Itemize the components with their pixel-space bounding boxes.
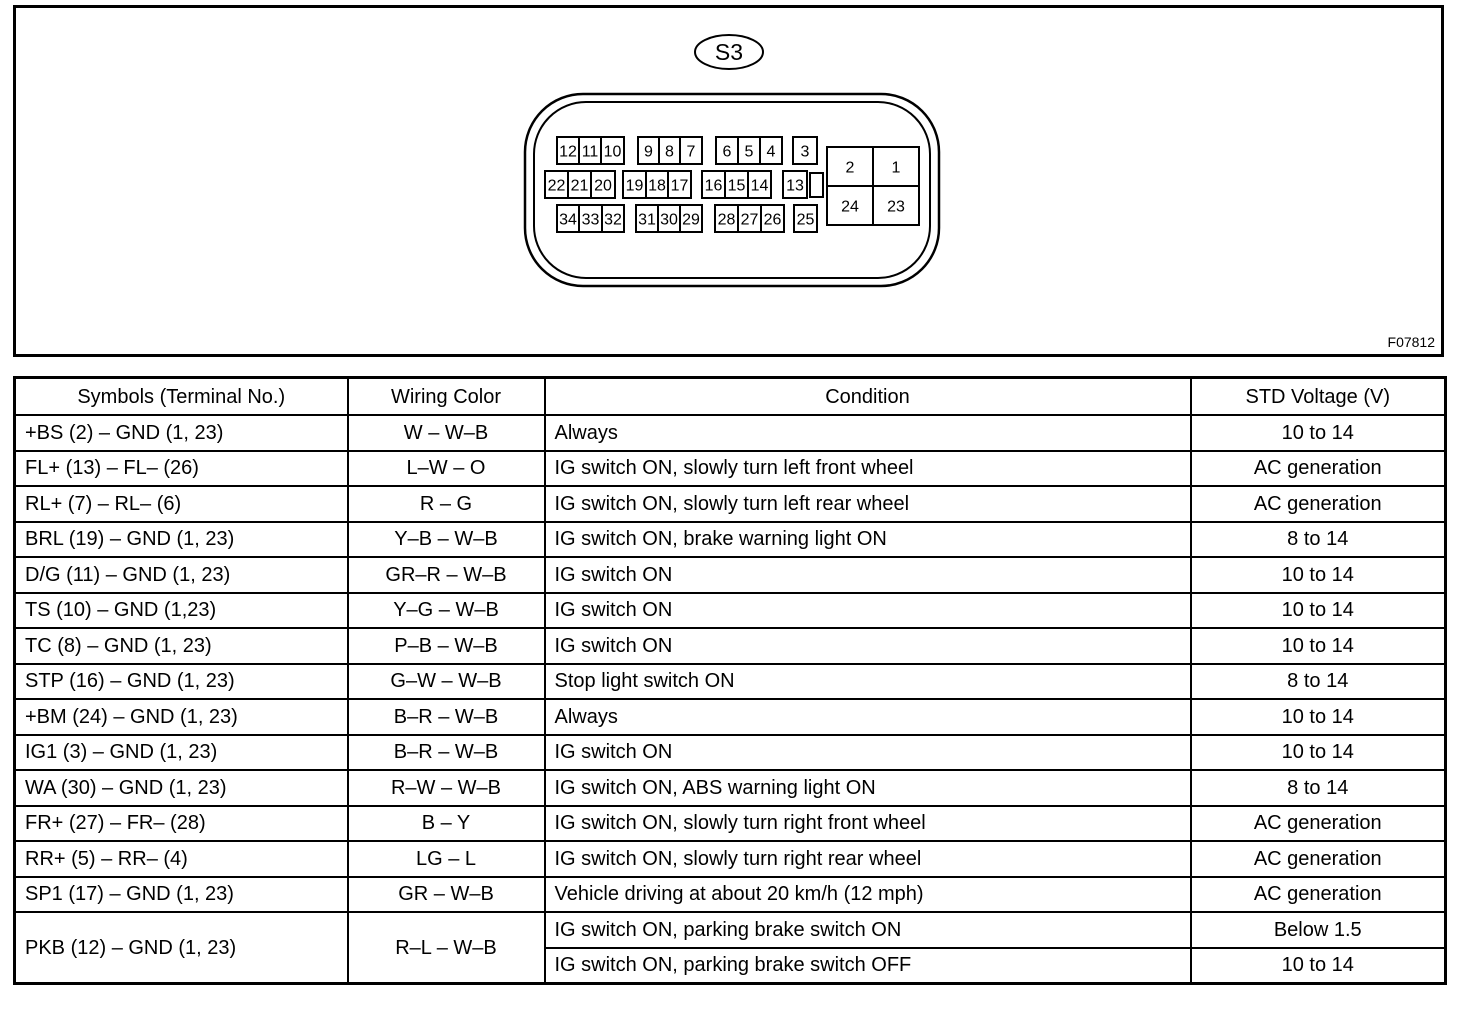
wiring-cell: B–R – W–B bbox=[348, 699, 545, 735]
condition-cell: IG switch ON, slowly turn left rear wheel bbox=[545, 486, 1191, 522]
terminal-number: 33 bbox=[581, 211, 600, 229]
terminal-number: 31 bbox=[638, 211, 656, 229]
wiring-cell: Y–G – W–B bbox=[348, 593, 545, 629]
condition-cell: IG switch ON, slowly turn right front wheel bbox=[545, 806, 1191, 842]
terminal-number: 10 bbox=[603, 143, 622, 161]
wiring-cell: B – Y bbox=[348, 806, 545, 842]
terminal-number: 15 bbox=[727, 177, 746, 195]
condition-cell: IG switch ON, parking brake switch OFF bbox=[545, 948, 1191, 984]
terminal-number: 20 bbox=[594, 177, 612, 195]
terminal-number: 27 bbox=[740, 211, 759, 229]
table-row bbox=[15, 522, 1446, 558]
terminal-number: 14 bbox=[750, 177, 769, 195]
terminal-number: 2 bbox=[845, 159, 855, 177]
symbol-cell: +BM (24) – GND (1, 23) bbox=[15, 699, 348, 735]
figure-id: F07812 bbox=[1387, 334, 1435, 350]
terminal-number: 6 bbox=[722, 143, 732, 161]
terminal-spec-table bbox=[13, 376, 1447, 985]
condition-cell: Stop light switch ON bbox=[545, 664, 1191, 700]
terminal-number: 1 bbox=[891, 159, 901, 177]
symbol-cell: RL+ (7) – RL– (6) bbox=[15, 486, 348, 522]
voltage-cell: AC generation bbox=[1191, 806, 1446, 842]
terminal-number: 9 bbox=[644, 143, 653, 161]
condition-cell: IG switch ON bbox=[545, 735, 1191, 771]
condition-cell: Always bbox=[545, 415, 1191, 451]
symbol-cell: TS (10) – GND (1,23) bbox=[15, 593, 348, 629]
voltage-cell: AC generation bbox=[1191, 486, 1446, 522]
table-row bbox=[15, 806, 1446, 842]
terminal-number: 16 bbox=[704, 177, 723, 195]
terminal-number: 18 bbox=[648, 177, 666, 195]
voltage-cell: AC generation bbox=[1191, 841, 1446, 877]
terminal-group bbox=[545, 137, 919, 232]
table-row bbox=[15, 770, 1446, 806]
wiring-cell: GR – W–B bbox=[348, 877, 545, 913]
wiring-cell: G–W – W–B bbox=[348, 664, 545, 700]
wiring-cell: W – W–B bbox=[348, 415, 545, 451]
wiring-cell: LG – L bbox=[348, 841, 545, 877]
table-header-row bbox=[15, 378, 1446, 416]
symbol-cell: RR+ (5) – RR– (4) bbox=[15, 841, 348, 877]
condition-cell: Vehicle driving at about 20 km/h (12 mph) bbox=[545, 877, 1191, 913]
terminal-number: 8 bbox=[665, 143, 674, 161]
terminal-number: 11 bbox=[581, 143, 599, 161]
table-row bbox=[15, 841, 1446, 877]
wiring-cell: P–B – W–B bbox=[348, 628, 545, 664]
table-row bbox=[15, 593, 1446, 629]
table-row bbox=[15, 664, 1446, 700]
header-condition: Condition bbox=[545, 378, 1191, 416]
terminal-number: 34 bbox=[559, 211, 577, 229]
table-row bbox=[15, 557, 1446, 593]
terminal-number: 17 bbox=[670, 177, 689, 195]
terminal-number: 22 bbox=[547, 177, 566, 195]
header-symbols: Symbols (Terminal No.) bbox=[15, 378, 348, 416]
voltage-cell: 10 to 14 bbox=[1191, 415, 1446, 451]
condition-cell: Always bbox=[545, 699, 1191, 735]
terminal-number: 26 bbox=[763, 211, 782, 229]
symbol-cell: +BS (2) – GND (1, 23) bbox=[15, 415, 348, 451]
table-row bbox=[15, 628, 1446, 664]
condition-cell: IG switch ON, slowly turn right rear wheel bbox=[545, 841, 1191, 877]
voltage-cell: 10 to 14 bbox=[1191, 735, 1446, 771]
symbol-cell: TC (8) – GND (1, 23) bbox=[15, 628, 348, 664]
condition-cell: IG switch ON, brake warning light ON bbox=[545, 522, 1191, 558]
wiring-cell: R–L – W–B bbox=[348, 912, 545, 984]
terminal-number: 13 bbox=[786, 177, 804, 195]
table-row bbox=[15, 699, 1446, 735]
header-wiring-color: Wiring Color bbox=[348, 378, 545, 416]
voltage-cell: 10 to 14 bbox=[1191, 557, 1446, 593]
voltage-cell: Below 1.5 bbox=[1191, 912, 1446, 948]
voltage-cell: AC generation bbox=[1191, 877, 1446, 913]
wiring-cell: R–W – W–B bbox=[348, 770, 545, 806]
table-row bbox=[15, 486, 1446, 522]
condition-cell: IG switch ON bbox=[545, 628, 1191, 664]
terminal-number: 4 bbox=[766, 143, 776, 161]
terminal-number: 19 bbox=[625, 177, 644, 195]
symbol-cell: IG1 (3) – GND (1, 23) bbox=[15, 735, 348, 771]
wiring-cell: L–W – O bbox=[348, 451, 545, 487]
symbol-cell: BRL (19) – GND (1, 23) bbox=[15, 522, 348, 558]
condition-cell: IG switch ON, parking brake switch ON bbox=[545, 912, 1191, 948]
connector-figure bbox=[13, 5, 1444, 357]
voltage-cell: 10 to 14 bbox=[1191, 948, 1446, 984]
symbol-cell: PKB (12) – GND (1, 23) bbox=[15, 912, 348, 984]
voltage-cell: 8 to 14 bbox=[1191, 664, 1446, 700]
voltage-cell: 10 to 14 bbox=[1191, 699, 1446, 735]
symbol-cell: FL+ (13) – FL– (26) bbox=[15, 451, 348, 487]
table-row bbox=[15, 735, 1446, 771]
voltage-cell: AC generation bbox=[1191, 451, 1446, 487]
voltage-cell: 8 to 14 bbox=[1191, 522, 1446, 558]
wiring-cell: GR–R – W–B bbox=[348, 557, 545, 593]
voltage-cell: 8 to 14 bbox=[1191, 770, 1446, 806]
condition-cell: IG switch ON bbox=[545, 593, 1191, 629]
terminal-number: 24 bbox=[841, 198, 859, 216]
terminal-number: 32 bbox=[604, 211, 622, 229]
terminal-number: 29 bbox=[682, 211, 700, 229]
condition-cell: IG switch ON, slowly turn left front wheel bbox=[545, 451, 1191, 487]
condition-cell: IG switch ON, ABS warning light ON bbox=[545, 770, 1191, 806]
symbol-cell: STP (16) – GND (1, 23) bbox=[15, 664, 348, 700]
terminal-number: 28 bbox=[717, 211, 736, 229]
symbol-cell: WA (30) – GND (1, 23) bbox=[15, 770, 348, 806]
symbol-cell: FR+ (27) – FR– (28) bbox=[15, 806, 348, 842]
terminal-number: 7 bbox=[686, 143, 696, 161]
symbol-cell: D/G (11) – GND (1, 23) bbox=[15, 557, 348, 593]
wiring-cell: Y–B – W–B bbox=[348, 522, 545, 558]
condition-cell: IG switch ON bbox=[545, 557, 1191, 593]
table-row bbox=[15, 912, 1446, 948]
header-std-voltage: STD Voltage (V) bbox=[1191, 378, 1446, 416]
table-row bbox=[15, 451, 1446, 487]
voltage-cell: 10 to 14 bbox=[1191, 593, 1446, 629]
connector-diagram bbox=[16, 8, 1441, 354]
voltage-cell: 10 to 14 bbox=[1191, 628, 1446, 664]
table-row bbox=[15, 415, 1446, 451]
connector-key bbox=[810, 173, 823, 197]
terminal-number: 12 bbox=[559, 143, 577, 161]
terminal-number: 5 bbox=[744, 143, 754, 161]
table-row bbox=[15, 877, 1446, 913]
terminal-number: 25 bbox=[796, 211, 815, 229]
symbol-cell: SP1 (17) – GND (1, 23) bbox=[15, 877, 348, 913]
terminal-number: 23 bbox=[887, 198, 905, 216]
connector-label: S3 bbox=[714, 39, 744, 65]
wiring-cell: B–R – W–B bbox=[348, 735, 545, 771]
terminal-number: 21 bbox=[570, 177, 589, 195]
terminal-number: 30 bbox=[660, 211, 678, 229]
terminal-number: 3 bbox=[800, 143, 810, 161]
wiring-cell: R – G bbox=[348, 486, 545, 522]
